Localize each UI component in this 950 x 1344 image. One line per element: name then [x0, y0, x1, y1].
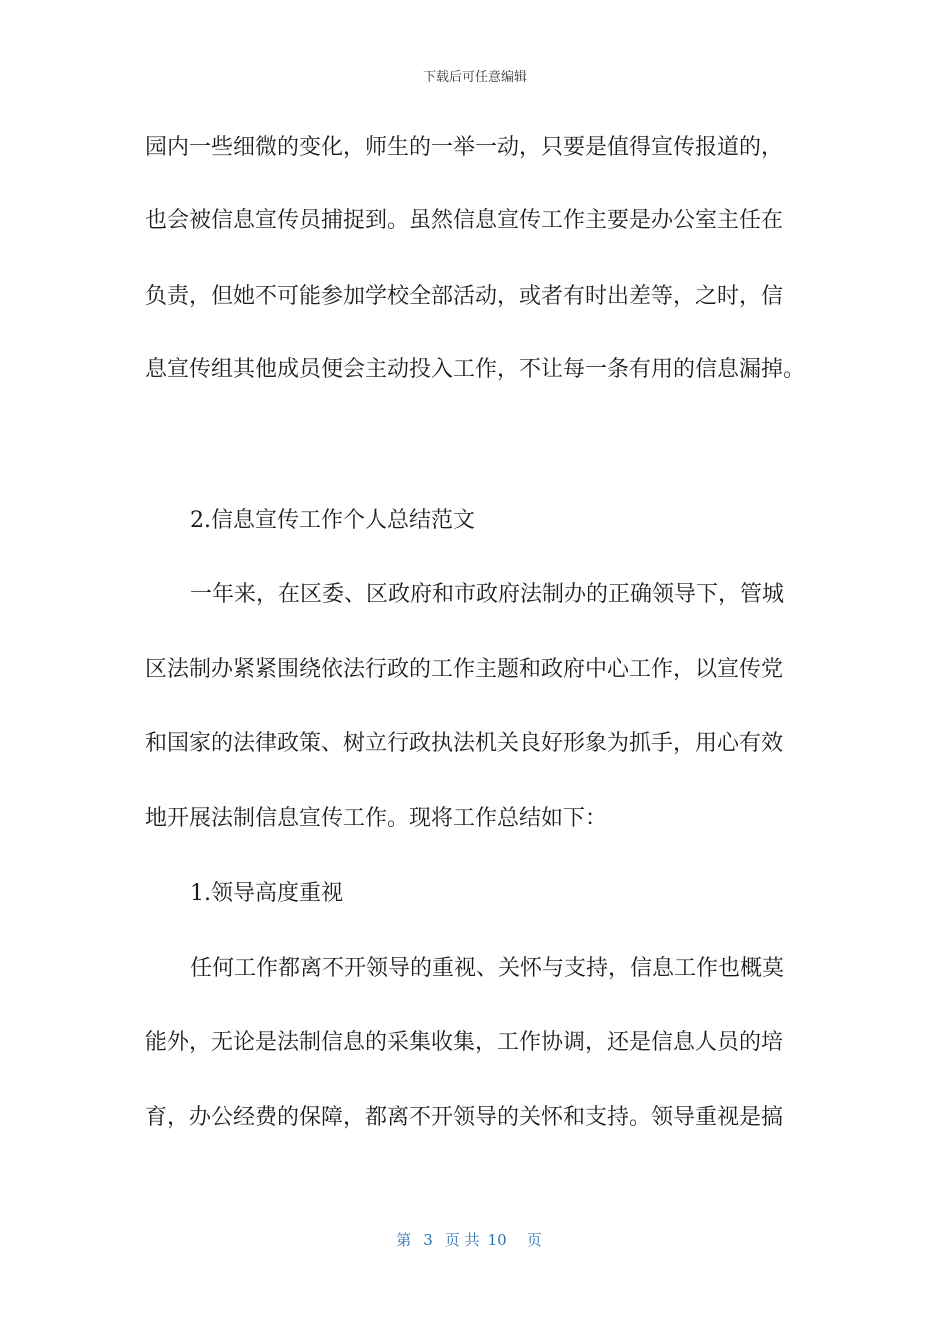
- section-heading-2: 2.信息宣传工作个人总结范文: [190, 508, 475, 533]
- paragraph-line-2: 也会被信息宣传员捕捉到。虽然信息宣传工作主要是办公室主任在: [145, 208, 784, 233]
- paragraph-line-1: 园内一些细微的变化，师生的一举一动，只要是值得宣传报道的，: [145, 135, 784, 160]
- page-label-suffix: 页: [526, 1231, 542, 1249]
- page-label-mid: 页 共: [444, 1231, 480, 1249]
- section-heading-1: 1.领导高度重视: [190, 881, 343, 906]
- paragraph-line-10: 能外，无论是法制信息的采集收集，工作协调，还是信息人员的培: [145, 1030, 784, 1055]
- paragraph-line-8: 地开展法制信息宣传工作。现将工作总结如下：: [145, 806, 608, 831]
- page-label-prefix: 第: [396, 1231, 412, 1249]
- paragraph-line-3: 负责，但她不可能参加学校全部活动，或者有时出差等，之时，信: [145, 284, 784, 309]
- page-footer: [0, 1229, 950, 1250]
- paragraph-line-9: 任何工作都离不开领导的重视、关怀与支持，信息工作也概莫: [190, 956, 785, 981]
- paragraph-line-6: 区法制办紧紧围绕依法行政的工作主题和政府中心工作，以宣传党: [145, 657, 784, 682]
- paragraph-line-7: 和国家的法律政策、树立行政执法机关良好形象为抓手，用心有效: [145, 731, 784, 756]
- page-header: 下载后可任意编辑: [422, 70, 527, 85]
- current-page-number: 3: [423, 1231, 433, 1249]
- paragraph-line-5: 一年来，在区委、区政府和市政府法制办的正确领导下，管城: [190, 582, 785, 607]
- total-pages-number: 10: [487, 1231, 507, 1249]
- paragraph-line-11: 育，办公经费的保障，都离不开领导的关怀和支持。领导重视是搞: [145, 1105, 784, 1130]
- paragraph-line-4: 息宣传组其他成员便会主动投入工作，不让每一条有用的信息漏掉。: [145, 357, 806, 382]
